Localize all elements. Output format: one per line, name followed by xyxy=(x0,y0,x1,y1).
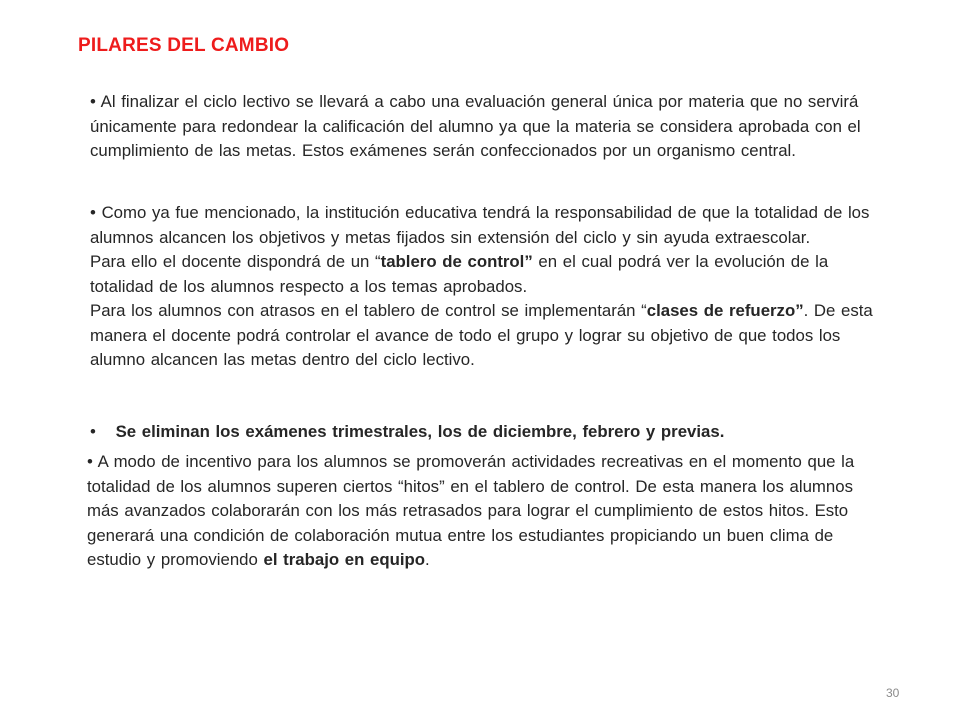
paragraph-text xyxy=(90,250,890,299)
bullet-glyph: • xyxy=(90,203,96,222)
text-run: Para ello el docente dispondrá de un “ xyxy=(90,252,381,271)
paragraph-text xyxy=(90,420,890,445)
paragraph-text xyxy=(90,201,890,250)
bold-text-trabajo-en-equipo: el trabajo en equipo xyxy=(263,550,426,569)
slide-title: PILARES DEL CAMBIO xyxy=(78,35,290,56)
bullet-paragraph-final-evaluation xyxy=(90,90,880,164)
bold-text-clases-de-refuerzo: clases de refuerzo” xyxy=(646,301,804,320)
paragraph-text xyxy=(90,90,880,164)
paragraph-body: Se eliminan los exámenes trimestrales, los de diciembre, febrero y previas. xyxy=(115,422,725,441)
bold-text-tablero-de-control: tablero de control” xyxy=(380,252,533,271)
text-run: en el cual podrá ver la evolución de la totalidad de los alumnos respecto a los temas aprobados. xyxy=(90,252,829,296)
text-run: A modo de incentivo para los alumnos se promoverán actividades recreativas en el momento que la totalidad de los alumnos superen ciertos “hitos” en el tablero de control. De esta manera los alumnos más avanzados colaborarán con los más retrasados para lograr el cumplimiento de estos hitos. Esto generará una condición de colaboración mutua entre los estudiantes propiciando un buen clima de estudio y promoviendo xyxy=(87,452,855,569)
bullet-paragraph-institution-responsibility xyxy=(90,201,890,373)
text-run: . De esta manera el docente podrá controlar el avance de todo el grupo y lograr su objetivo de que todos los alumno alcancen las metas dentro del ciclo lectivo. xyxy=(90,301,873,369)
page-number: 30 xyxy=(886,686,900,700)
bullet-glyph: • xyxy=(90,92,96,111)
bullet-glyph: • xyxy=(90,422,96,441)
text-run: Para los alumnos con atrasos en el tablero de control se implementarán “ xyxy=(90,301,647,320)
paragraph-text xyxy=(87,450,887,573)
paragraph-body: Al finalizar el ciclo lectivo se llevará a cabo una evaluación general única por materia que no servirá únicamente para redondear la calificación del alumno ya que la materia se considera aprobada con el cumplimiento de las metas. Estos exámenes serán confeccionados por un organismo central. xyxy=(90,92,861,160)
paragraph-body: Como ya fue mencionado, la institución educativa tendrá la responsabilidad de que la totalidad de los alumnos alcancen los objetivos y metas fijados sin extensión del ciclo y sin ayuda extraescolar. xyxy=(90,203,870,247)
bullet-paragraph-incentives xyxy=(87,450,887,573)
bullet-paragraph-exams-eliminated xyxy=(90,420,890,445)
paragraph-text xyxy=(90,299,890,373)
bullet-glyph: • xyxy=(87,452,93,471)
text-run: . xyxy=(425,550,430,569)
